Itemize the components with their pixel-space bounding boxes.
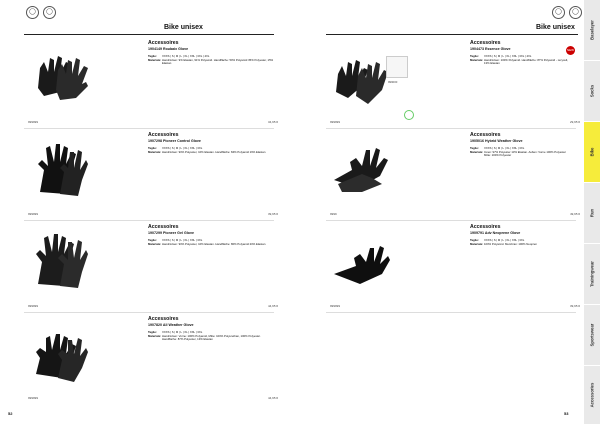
- materials-value: 100% Polyamid. Membran: 100% Neopren: [484, 241, 538, 246]
- product-category: Accessoires: [470, 40, 501, 46]
- sizes-value: XXXS | S | M | L | XL | XXL | 3XL: [162, 146, 203, 150]
- product-category: Accessoires: [148, 132, 179, 138]
- product-category: Accessoires: [148, 316, 179, 322]
- craft-logo-icon: ◯: [26, 6, 39, 19]
- materials-label: Materiale:: [470, 149, 484, 154]
- product-card[interactable]: [326, 40, 580, 129]
- materials-value: Handrücken: 9% Elastan, 91% Polyamid. Handfläche: 50% Polyamid 35% Polyester, 15% Elastan: [162, 57, 274, 66]
- materials-value: Handrücken: Vorne: 100% Polyamid, Mitte: 100% Polyurethan, 100% Polyester. Handfläche: 87% Polyester, 13% Elastan: [162, 333, 261, 342]
- tab-label: Bike: [589, 147, 595, 157]
- product-info: [148, 224, 276, 246]
- tab-run[interactable]: [584, 183, 600, 244]
- product-name: 1907299 Pioneer Gel Glove: [148, 231, 194, 235]
- craft-logo-icon: ◯: [552, 6, 565, 19]
- left-section-title: Bike unisex: [164, 24, 203, 31]
- sizes-value: XXXS | S | M | L | XL | XXL | 3XL: [484, 238, 525, 242]
- product-card[interactable]: [24, 224, 278, 313]
- sizes-value: XXXS | S | M | L | XL | XXL | 3XL: [162, 238, 203, 242]
- product-name: 1907298 Pioneer Control Glove: [148, 139, 201, 143]
- sizes-label: Taglie:: [148, 330, 157, 334]
- sizes-label: Taglie:: [148, 146, 157, 150]
- right-logos: [552, 6, 582, 19]
- sizes-label: Taglie:: [470, 238, 479, 242]
- thumbnail-label: 999000: [388, 80, 398, 84]
- tab-label: Accessories: [589, 382, 595, 408]
- product-price: 44,95 €: [267, 304, 278, 308]
- article-number: 999999: [330, 120, 341, 124]
- materials-label: Materiale:: [470, 241, 484, 246]
- materials-label: Materiale:: [148, 57, 162, 62]
- sizes-label: Taglie:: [148, 54, 157, 58]
- right-page-number: 53: [564, 411, 569, 416]
- sizes-value: XXXS | S | M | L | XL | XXL | 3XL | 4XL: [484, 54, 532, 58]
- sizes-value: XXXS | S | M | L | XL | XXL | 3XL | 4XL: [162, 54, 210, 58]
- product-name: 1904473 Essence Glove: [470, 47, 511, 51]
- product-card[interactable]: [24, 132, 278, 221]
- tab-trainingwear[interactable]: [584, 244, 600, 305]
- tab-sportswear[interactable]: [584, 305, 600, 366]
- article-number: 9999: [330, 212, 337, 216]
- materials-label: Materiale:: [470, 57, 484, 62]
- product-info: [148, 132, 276, 154]
- tab-label: Sportswear: [589, 323, 595, 347]
- product-price: 39,95 €: [267, 212, 278, 216]
- product-info: [148, 40, 276, 66]
- right-title-rule: [326, 34, 578, 35]
- product-price: 49,95 €: [569, 212, 580, 216]
- tab-bike[interactable]: [584, 122, 600, 183]
- glove-product-image: [332, 232, 392, 292]
- article-number: 999999: [28, 304, 39, 308]
- eco-icon: [404, 110, 414, 120]
- product-card[interactable]: [24, 316, 278, 404]
- sweden-logo-icon: ◯: [569, 6, 582, 19]
- product-price: 44,95 €: [267, 396, 278, 400]
- materials-label: Materiale:: [148, 333, 162, 338]
- glove-product-image: [332, 140, 392, 200]
- product-card[interactable]: [326, 132, 580, 221]
- tab-label: Socks: [589, 84, 595, 98]
- product-name: 1907820 All Weather Glove: [148, 323, 194, 327]
- article-number: 999999: [28, 120, 39, 124]
- sweden-logo-icon: ◯: [43, 6, 56, 19]
- glove-product-image: [30, 232, 90, 292]
- sizes-label: Taglie:: [470, 146, 479, 150]
- product-info: [470, 40, 570, 66]
- product-card[interactable]: [326, 224, 580, 313]
- product-name: 1904149 Roubaix Glove: [148, 47, 189, 51]
- left-title-rule: [24, 34, 274, 35]
- left-page-number: 52: [8, 411, 13, 416]
- category-tabs: [584, 0, 600, 424]
- article-number: 999999: [28, 396, 39, 400]
- product-price: 29,95 €: [569, 120, 580, 124]
- sizes-value: XXXS | S | M | L | XL | XXL | 3XL: [484, 146, 525, 150]
- tab-accessories[interactable]: [584, 366, 600, 425]
- product-info: [470, 132, 570, 158]
- product-card[interactable]: [24, 40, 278, 129]
- color-variant-thumbnail[interactable]: [386, 56, 408, 78]
- product-category: Accessoires: [470, 132, 501, 138]
- glove-product-image: [30, 324, 90, 384]
- right-section-title: Bike unisex: [536, 24, 575, 31]
- sizes-value: XXXS | S | M | L | XL | XXL | 3XL: [162, 330, 203, 334]
- materials-label: Materiale:: [148, 241, 162, 246]
- product-price: 34,95 €: [267, 120, 278, 124]
- product-category: Accessoires: [148, 40, 179, 46]
- materials-value: Handrücken: 90% Polyester, 10% Elastan. Handfläche: 84% Polyamid 16% Elastan: [162, 149, 266, 154]
- glove-product-image: [30, 48, 90, 108]
- article-number: 999999: [330, 304, 341, 308]
- materials-value: Handrücken: 90% Polyester, 10% Elastan. Handfläche: 80% Polyamid 20% Elastan: [162, 241, 266, 246]
- product-info: [470, 224, 570, 246]
- new-badge: NEW: [566, 46, 575, 55]
- glove-product-image: [332, 48, 392, 108]
- tab-socks[interactable]: [584, 61, 600, 122]
- product-name: 1905016 Hybrid Weather Glove: [470, 139, 523, 143]
- product-name: 1909791 Adv Neoprene Glove: [470, 231, 521, 235]
- sizes-label: Taglie:: [470, 54, 479, 58]
- materials-value: Handrücken: 100% Polyamid. Handfläche: 87% Polyamid - recycelt, 13% Elastan: [484, 57, 569, 66]
- article-number: 999999: [28, 212, 39, 216]
- sizes-label: Taglie:: [148, 238, 157, 242]
- product-price: 39,95 €: [569, 304, 580, 308]
- left-logos: [26, 6, 56, 19]
- tab-label: Baselayer: [589, 20, 595, 40]
- materials-value: Innen: 97% Polyester 13% Elastan. Außen: Vorne 100% Polyester Mitte: 100% Polyester: [484, 149, 566, 158]
- product-category: Accessoires: [470, 224, 501, 230]
- tab-baselayer[interactable]: [584, 0, 600, 61]
- tab-label: Trainingwear: [589, 261, 595, 287]
- materials-label: Materiale:: [148, 149, 162, 154]
- product-category: Accessoires: [148, 224, 179, 230]
- glove-product-image: [30, 140, 90, 200]
- product-info: [148, 316, 276, 342]
- tab-label: Run: [589, 208, 595, 218]
